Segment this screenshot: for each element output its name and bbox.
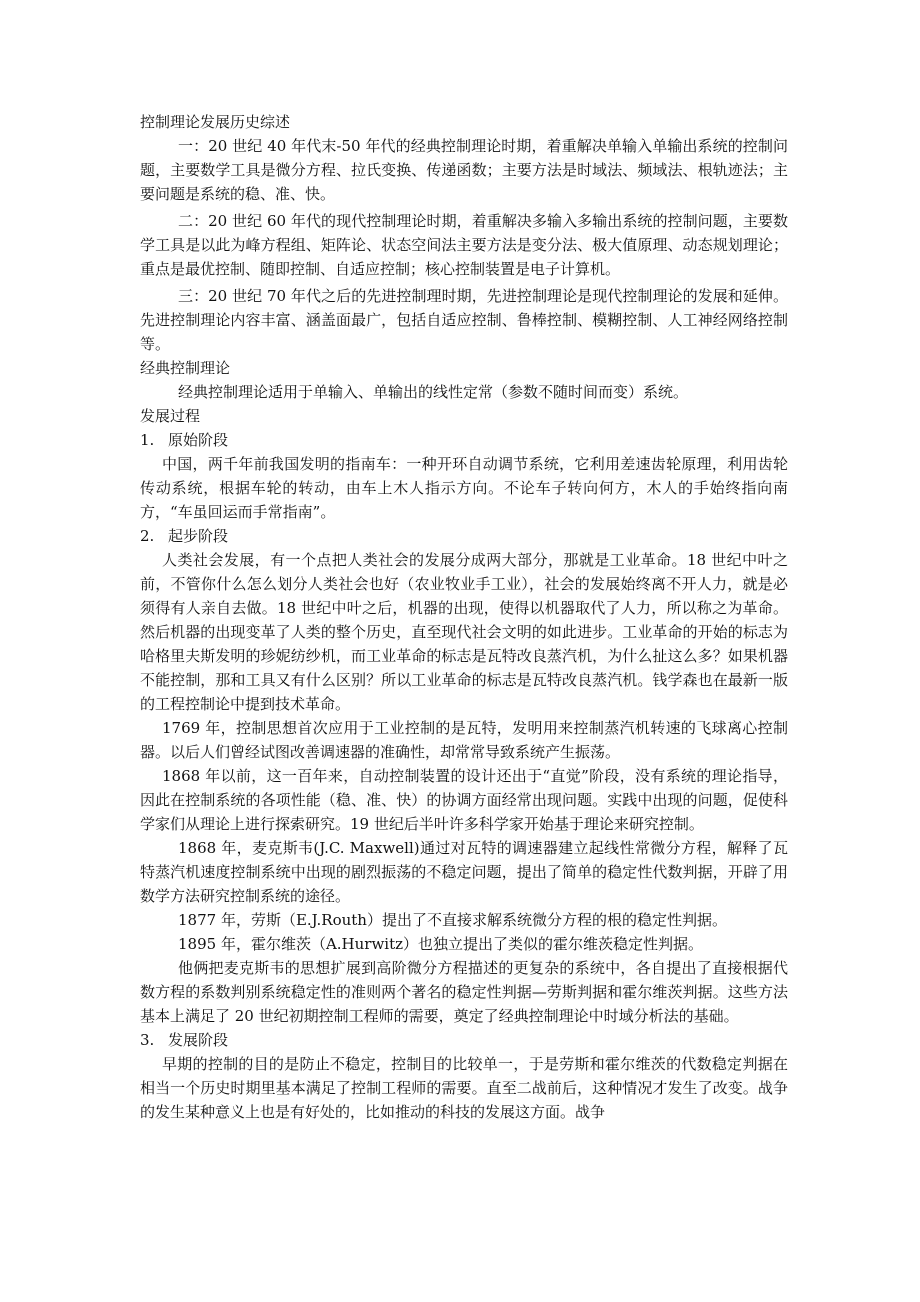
- stage-3-title: 发展阶段: [168, 1031, 229, 1049]
- stage-2-paragraph-3: 1868 年以前，这一百年来，自动控制装置的设计还出于“直觉”阶段，没有系统的理论指导，因此在控制系统的各项性能（稳、准、快）的协调方面经常出现问题。实践中出现的问题，促使科学家们从理论上进行探索研究。19 世纪后半叶许多科学家开始基于理论来研究控制。: [140, 767, 788, 833]
- document-page: [140, 110, 788, 1124]
- stage-2-number: 2.: [140, 527, 155, 545]
- intro-paragraph-3: 三：20 世纪 70 年代之后的先进控制理时期，先进控制理论是现代控制理论的发展和延伸。先进控制理论内容丰富、涵盖面最广，包括自适应控制、鲁棒控制、模糊控制、人工神经网络控制等。: [140, 287, 788, 353]
- stage-3-heading: [140, 1028, 788, 1052]
- process-heading: 发展过程: [140, 407, 201, 425]
- stage-2-paragraph-7: 他俩把麦克斯韦的思想扩展到高阶微分方程描述的更复杂的系统中，各自提出了直接根据代数方程的系数判别系统稳定性的准则两个著名的稳定性判据—劳斯判据和霍尔维茨判据。这些方法基本上满足了 20 世纪初期控制工程师的需要，奠定了经典控制理论中时域分析法的基础。: [140, 959, 788, 1025]
- stage-3-text: 早期的控制的目的是防止不稳定，控制目的比较单一，于是劳斯和霍尔维茨的代数稳定判据在相当一个历史时期里基本满足了控制工程师的需要。直至二战前后，这种情况才发生了改变。战争的发生某种意义上也是有好处的，比如推动的科技的发展这方面。战争: [140, 1055, 788, 1121]
- intro-paragraph-1: 一：20 世纪 40 年代末-50 年代的经典控制理论时期，着重解决单输入单输出系统的控制问题，主要数学工具是微分方程、拉氏变换、传递函数；主要方法是时域法、频域法、根轨迹法；主要问题是系统的稳、准、快。: [140, 137, 788, 203]
- classic-heading: 经典控制理论: [140, 359, 231, 377]
- stage-2-paragraph-6: 1895 年，霍尔维茨（A.Hurwitz）也独立提出了类似的霍尔维茨稳定性判据。: [178, 935, 704, 953]
- stage-2-heading: [140, 524, 788, 548]
- classic-definition: 经典控制理论适用于单输入、单输出的线性定常（参数不随时间而变）系统。: [178, 383, 689, 401]
- stage-2-paragraph-5: 1877 年，劳斯（E.J.Routh）提出了不直接求解系统微分方程的根的稳定性判据。: [178, 911, 727, 929]
- stage-1-number: 1.: [140, 431, 155, 449]
- stage-2-paragraph-1: 人类社会发展，有一个点把人类社会的发展分成两大部分，那就是工业革命。18 世纪中叶之前，不管你什么怎么划分人类社会也好（农业牧业手工业），社会的发展始终离不开人力，就是必须得有人亲自去做。18 世纪中叶之后，机器的出现，使得以机器取代了人力，所以称之为革命。然后机器的出现变革了人类的整个历史，直至现代社会文明的如此进步。工业革命的开始的标志为哈格里夫斯发明的珍妮纺纱机，而工业革命的标志是瓦特改良蒸汽机，为什么扯这么多？如果机器不能控制，那和工具又有什么区别？所以工业革命的标志是瓦特改良蒸汽机。钱学森也在最新一版的工程控制论中提到技术革命。: [140, 551, 788, 713]
- stage-1-title: 原始阶段: [168, 431, 229, 449]
- stage-3-number: 3.: [140, 1031, 155, 1049]
- intro-paragraph-2: 二：20 世纪 60 年代的现代控制理论时期，着重解决多输入多输出系统的控制问题，主要数学工具是以此为峰方程组、矩阵论、状态空间法主要方法是变分法、极大值原理、动态规划理论；重点是最优控制、随即控制、自适应控制；核心控制装置是电子计算机。: [140, 212, 788, 278]
- stage-2-title: 起步阶段: [168, 527, 229, 545]
- document-title: 控制理论发展历史综述: [140, 113, 291, 131]
- stage-1-heading: [140, 428, 788, 452]
- stage-2-paragraph-4: 1868 年，麦克斯韦(J.C. Maxwell)通过对瓦特的调速器建立起线性常微分方程，解释了瓦特蒸汽机速度控制系统中出现的剧烈振荡的不稳定问题，提出了简单的稳定性代数判据，开辟了用数学方法研究控制系统的途径。: [140, 839, 788, 905]
- stage-2-paragraph-2: 1769 年，控制思想首次应用于工业控制的是瓦特，发明用来控制蒸汽机转速的飞球离心控制器。以后人们曾经试图改善调速器的准确性，却常常导致系统产生振荡。: [140, 719, 788, 761]
- stage-1-text: 中国，两千年前我国发明的指南车：一种开环自动调节系统，它利用差速齿轮原理，利用齿轮传动系统，根据车轮的转动，由车上木人指示方向。不论车子转向何方，木人的手始终指向南方，“车虽回运而手常指南”。: [140, 455, 788, 521]
